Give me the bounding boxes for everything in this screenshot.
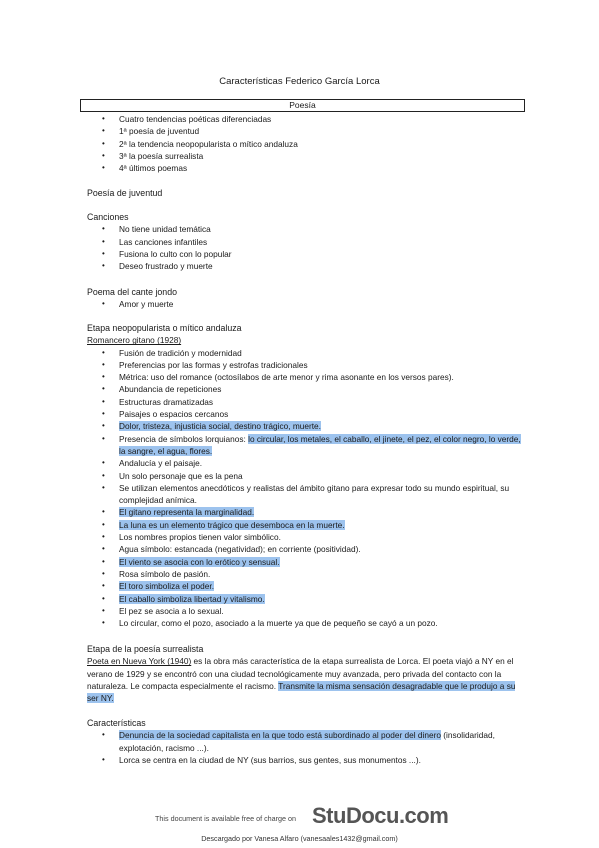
list-item [87, 580, 527, 592]
list-item: • No tiene unidad temática [87, 223, 527, 235]
list-item: • Métrica: uso del romance (octosílabos de arte menor y rima asonante en los versos pares). [87, 371, 527, 383]
list-item: • Un solo personaje que es la pena [87, 470, 527, 482]
list-item [87, 420, 527, 432]
highlighted-text: Denuncia de la sociedad capitalista en la que todo está subordinado al poder del dinero [119, 730, 441, 741]
list-item: • Las canciones infantiles [87, 236, 527, 248]
list-item: • Agua símbolo: estancada (negatividad); en corriente (positividad). [87, 543, 527, 555]
neopop-block [87, 322, 527, 629]
surreal-heading: Etapa de la poesía surrealista [87, 644, 204, 654]
surreal-paragraph [87, 655, 527, 704]
list-item: • Fusiona lo culto con lo popular [87, 248, 527, 260]
studocu-logo-link[interactable]: StuDocu.com [312, 803, 449, 828]
paragraph-text: es la obra más característica de la etapa surrealista de Lorca. El poeta viajó a NY en el verano de 1929 y se encontró con una ciudad tecnológicamente muy avanzada, pero privada del contacto con la naturaleza. Le compacta especialmente el racismo. [87, 656, 514, 691]
list-item: • Rosa símbolo de pasión. [87, 568, 527, 580]
list-item [87, 506, 527, 518]
canciones-heading: Canciones [87, 212, 129, 222]
list-item: • Fusión de tradición y modernidad [87, 347, 527, 359]
canciones-list [87, 223, 527, 272]
neopop-heading: Etapa neopopularista o mítico andaluza [87, 323, 242, 333]
highlighted-text: El caballo simboliza libertad y vitalismo. [119, 593, 265, 604]
list-item: • 3ª la poesía surrealista [87, 150, 527, 162]
neopop-list [87, 347, 527, 630]
surreal-block [87, 643, 527, 704]
jondo-block [87, 286, 527, 311]
highlighted-text: Dolor, tristeza, injusticia social, destino trágico, muerte. [119, 421, 321, 432]
caracteristicas-list [87, 729, 527, 766]
list-item: • Se utilizan elementos anecdóticos y realistas del ámbito gitano para expresar todo su mundo espiritual, su complejidad anímica. [87, 482, 527, 507]
list-item [87, 519, 527, 531]
canciones-block [87, 211, 527, 272]
highlighted-text: El gitano representa la marginalidad. [119, 507, 255, 518]
romancero-subheading: Romancero gitano (1928) [87, 335, 182, 346]
downloaded-by-text: Descargado por Vanesa Alfaro (vanesaales1432@gmail.com) [201, 834, 398, 843]
highlighted-text: lo circular, los metales, el caballo, el jinete, el pez, el color negro, lo verde, la sangre, el agua, flores. [119, 433, 521, 456]
list-item: • Cuatro tendencias poéticas diferenciadas [87, 113, 527, 125]
book-title: Poeta en Nueva York (1940) [87, 656, 192, 667]
list-item [87, 433, 527, 458]
list-item: • Abundancia de repeticiones [87, 383, 527, 395]
list-item: • Andalucía y el paisaje. [87, 457, 527, 469]
highlighted-text: El viento se asocia con lo erótico y sensual. [119, 556, 280, 567]
list-item: • 1ª poesía de juventud [87, 125, 527, 137]
list-item [87, 556, 527, 568]
jondo-heading: Poema del cante jondo [87, 287, 177, 297]
list-item: • Lo circular, como el pozo, asociado a la muerte ya que de pequeño se cayó a un pozo. [87, 617, 527, 629]
list-item: • 2ª la tendencia neopopularista o mítico andaluza [87, 138, 527, 150]
intro-list-block [87, 113, 527, 174]
jondo-list [87, 298, 527, 310]
caracteristicas-block [87, 717, 527, 766]
studocu-footer [0, 802, 599, 834]
poesia-header-box: Poesía [80, 99, 525, 112]
list-item: • Deseo frustrado y muerte [87, 260, 527, 272]
footer-available-text: This document is available free of charge on [155, 814, 297, 823]
list-item: • El pez se asocia a lo sexual. [87, 605, 527, 617]
list-item: • Estructuras dramatizadas [87, 396, 527, 408]
list-item: • 4ª últimos poemas [87, 162, 527, 174]
highlighted-text: La luna es un elemento trágico que desemboca en la muerte. [119, 519, 345, 530]
caracteristicas-heading: Características [87, 718, 146, 728]
list-item: • Preferencias por las formas y estrofas tradicionales [87, 359, 527, 371]
list-item [87, 593, 527, 605]
highlighted-text: El toro simboliza el poder. [119, 581, 215, 592]
intro-list [87, 113, 527, 174]
document-title: Características Federico García Lorca [219, 76, 380, 87]
list-item: • Amor y muerte [87, 298, 527, 310]
list-item: • Los nombres propios tienen valor simbólico. [87, 531, 527, 543]
list-item-text: Presencia de símbolos lorquianos: [119, 433, 249, 444]
list-item-text: (insolidaridad, explotación, racismo ...). [119, 730, 495, 753]
list-item [87, 729, 527, 754]
highlighted-text: Transmite la misma sensación desagradable que le produjo a su ser NY. [87, 680, 516, 704]
list-item: • Lorca se centra en la ciudad de NY (sus barrios, sus gentes, sus monumentos ...). [87, 754, 527, 766]
list-item: • Paisajes o espacios cercanos [87, 408, 527, 420]
juventud-heading: Poesía de juventud [87, 188, 163, 198]
